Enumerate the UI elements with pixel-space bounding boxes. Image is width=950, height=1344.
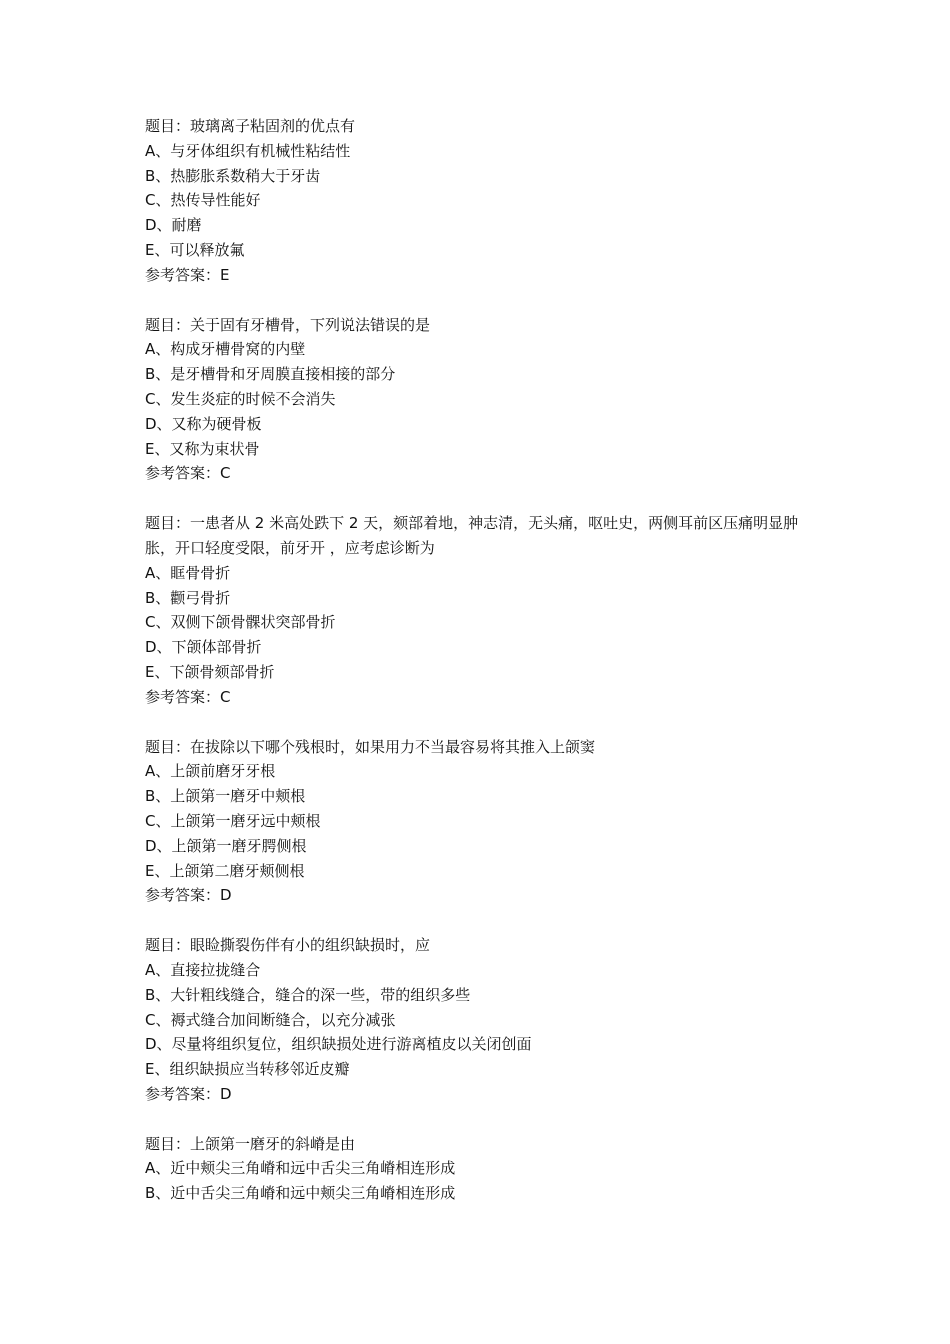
option-e: E、可以释放氟: [145, 240, 245, 259]
option-a: A、近中颊尖三角嵴和远中舌尖三角嵴相连形成: [145, 1159, 456, 1178]
option-b: B、是牙槽骨和牙周膜直接相接的部分: [145, 365, 396, 384]
option-c: C、上颌第一磨牙远中颊根: [145, 811, 321, 830]
question-stem: 题目：眼睑撕裂伤伴有小的组织缺损时，应: [145, 936, 431, 955]
reference-answer: 参考答案：E: [145, 265, 230, 284]
option-c: C、发生炎症的时候不会消失: [145, 389, 336, 408]
question-block: [145, 114, 820, 288]
option-a: A、上颌前磨牙牙根: [145, 762, 276, 781]
option-b: B、热膨胀系数稍大于牙齿: [145, 166, 321, 185]
question-stem: 题目：上颌第一磨牙的斜嵴是由: [145, 1134, 356, 1153]
option-a: A、与牙体组织有机械性粘结性: [145, 141, 351, 160]
question-stem: 题目：关于固有牙槽骨，下列说法错误的是: [145, 315, 431, 334]
option-b: B、近中舌尖三角嵴和远中颊尖三角嵴相连形成: [145, 1184, 456, 1203]
option-d: D、上颌第一磨牙腭侧根: [145, 836, 307, 855]
option-d: D、尽量将组织复位，组织缺损处进行游离植皮以关闭创面: [145, 1035, 532, 1054]
question-block: [145, 933, 820, 1107]
option-c: C、热传导性能好: [145, 191, 261, 210]
reference-answer: 参考答案：D: [145, 1084, 232, 1103]
option-d: D、下颌体部骨折: [145, 638, 262, 657]
option-c: C、双侧下颌骨髁状突部骨折: [145, 613, 336, 632]
option-a: A、直接拉拢缝合: [145, 960, 261, 979]
question-stem: 题目：一患者从 2 米高处跌下 2 天，颏部着地，神志清，无头痛，呕吐史，两侧耳前区压痛明显肿胀，开口轻度受限，前牙开 ，应考虑诊断为: [145, 514, 799, 557]
question-block: [145, 313, 820, 487]
reference-answer: 参考答案：C: [145, 687, 231, 706]
option-a: A、眶骨骨折: [145, 563, 231, 582]
option-e: E、下颌骨颏部骨折: [145, 662, 275, 681]
option-b: B、大针粗线缝合，缝合的深一些，带的组织多些: [145, 985, 471, 1004]
option-c: C、褥式缝合加间断缝合，以充分减张: [145, 1010, 396, 1029]
option-d: D、耐磨: [145, 216, 202, 235]
reference-answer: 参考答案：D: [145, 886, 232, 905]
question-block: [145, 511, 820, 709]
option-e: E、又称为束状骨: [145, 439, 260, 458]
question-stem: 题目：在拔除以下哪个残根时，如果用力不当最容易将其推入上颌窦: [145, 737, 596, 756]
option-e: E、上颌第二磨牙颊侧根: [145, 861, 305, 880]
option-d: D、又称为硬骨板: [145, 414, 262, 433]
question-block: [145, 1132, 820, 1206]
reference-answer: 参考答案：C: [145, 464, 231, 483]
question-stem: 题目：玻璃离子粘固剂的优点有: [145, 117, 356, 135]
option-b: B、上颌第一磨牙中颊根: [145, 787, 306, 806]
option-e: E、组织缺损应当转移邻近皮瓣: [145, 1060, 350, 1079]
option-a: A、构成牙槽骨窝的内壁: [145, 340, 306, 359]
document-page: [145, 114, 820, 1231]
question-block: [145, 735, 820, 909]
option-b: B、颧弓骨折: [145, 588, 231, 607]
